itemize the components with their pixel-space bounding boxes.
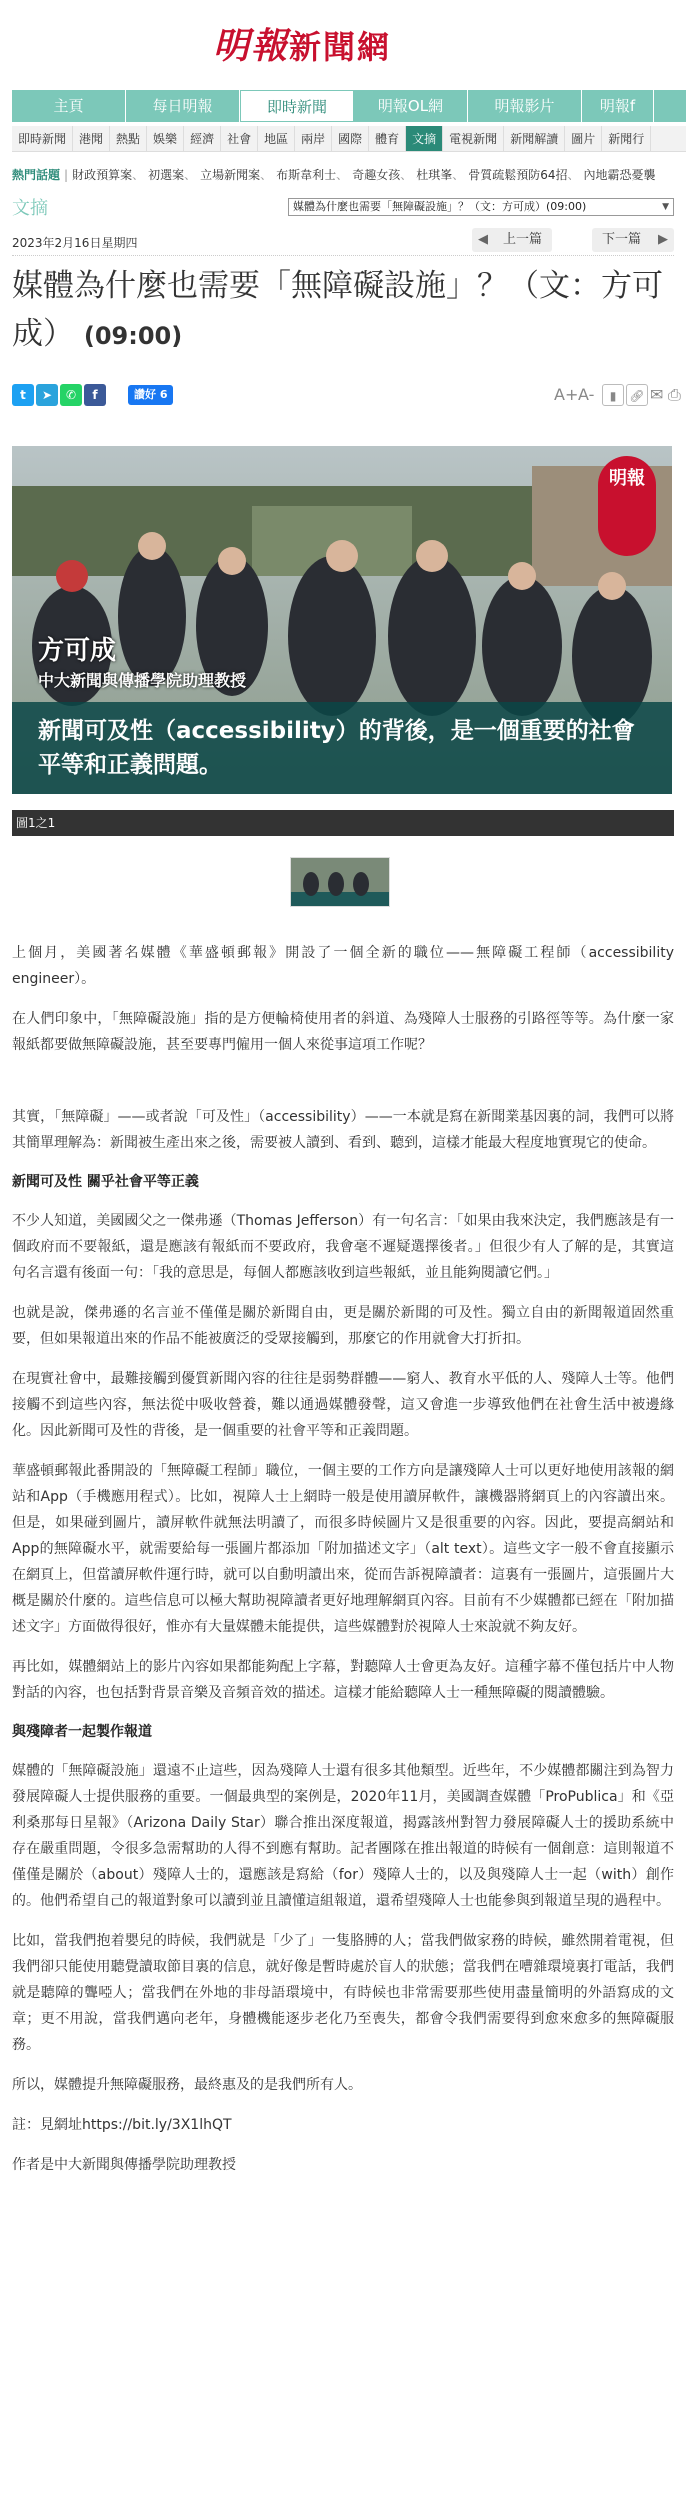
logo-news: 新聞網 xyxy=(289,28,392,66)
main-nav-home[interactable]: 主頁 xyxy=(12,90,126,122)
sub-nav-digest[interactable]: 文摘 xyxy=(406,126,443,152)
article-subheading: 與殘障者一起製作報道 xyxy=(12,1724,152,1740)
image-thumbnail[interactable] xyxy=(290,857,390,907)
article-paragraph: 在現實社會中，最難接觸到優質新聞內容的往往是弱勢群體——窮人、教育水平低的人、殘障人士等。他們接觸不到這些內容，無法從中吸收營養，難以通過媒體發聲，這又會進一步導致他們在社會生活中被邊緣化。因此新聞可及性的背後，是一個重要的社會平等和正義問題。 xyxy=(12,1371,674,1439)
sub-nav-hot[interactable]: 熱點 xyxy=(110,126,147,152)
article-jump-value: 媒體為什麼也需要「無障礙設施」？（文：方可成）(09:00) xyxy=(293,200,587,213)
telegram-icon[interactable]: ➤ xyxy=(36,384,58,406)
font-increase-button[interactable]: A+ xyxy=(554,385,579,404)
main-nav xyxy=(12,90,686,122)
sub-nav-intl[interactable]: 國際 xyxy=(332,126,369,152)
article-paragraph: 在人們印象中，「無障礙設施」指的是方便輪椅使用者的斜道、為殘障人士服務的引路徑等等。為什麼一家報紙都要做無障礙設施，甚至要專門僱用一個人來從事這項工作呢？ xyxy=(12,1011,674,1053)
facebook-icon[interactable]: f xyxy=(84,384,106,406)
headline-time: (09:00) xyxy=(83,322,183,350)
article-paragraph: 其實，「無障礙」——或者說「可及性」（accessibility）——一本就是寫在新聞業基因裏的詞，我們可以將其簡單理解為：新聞被生產出來之後，需要被人讀到、看到、聽到，這樣才能最大程度地實現它的使命。 xyxy=(12,1109,674,1151)
hero-author-role: 中大新聞與傳播學院助理教授 xyxy=(38,671,247,690)
logo-mingpao: 明報 xyxy=(213,25,290,67)
sub-nav-tvnews[interactable]: 電視新聞 xyxy=(443,126,504,152)
article-headline xyxy=(12,262,674,360)
hot-topic-link[interactable]: 初選案 xyxy=(148,168,185,182)
thumbnail-photo xyxy=(291,858,390,907)
share-toolbar xyxy=(12,384,681,406)
hero-image[interactable] xyxy=(12,446,672,794)
main-nav-video[interactable]: 明報影片 xyxy=(468,90,582,122)
main-nav-ol[interactable]: 明報OL網 xyxy=(354,90,468,122)
font-decrease-button[interactable]: A- xyxy=(578,385,595,404)
prev-article-button[interactable] xyxy=(472,228,552,252)
hot-topic-link[interactable]: 布斯韋利士 xyxy=(276,168,337,182)
article-paragraph: 不少人知道，美國國父之一傑弗遜（Thomas Jefferson）有一句名言：「如果由我來決定，我們應該是有一個政府而不要報紙，還是應該有報紙而不要政府，我會毫不遲疑選擇後者。」但很少有人了解的是，其實這句名言還有後面一句：「我的意思是，每個人都應該收到這些報紙，並且能夠閱讀它們。」 xyxy=(12,1213,674,1281)
sub-nav-photos[interactable]: 圖片 xyxy=(565,126,602,152)
article-paragraph: 上個月，美國著名媒體《華盛頓郵報》開設了一個全新的職位——無障礙工程師（accessibility engineer）。 xyxy=(12,945,674,987)
section-title[interactable]: 文摘 xyxy=(12,198,48,219)
article-paragraph: 比如，當我們抱着嬰兒的時候，我們就是「少了」一隻胳膊的人；當我們做家務的時候，雖然開着電視，但我們卻只能使用聽覺讀取節目裏的信息，就好像是暫時處於盲人的狀態；當我們在嘈雜環境裏打電話，我們就是聽障的聾啞人；當我們在外地的非母語環境中，有時候也非常需要那些使用盡量簡明的外語寫成的文章；更不用說，當我們邁向老年，身體機能逐步老化乃至喪失，都會令我們需要得到愈來愈多的無障礙服務。 xyxy=(12,1933,674,2053)
next-article-button[interactable] xyxy=(592,228,674,252)
chevron-right-icon: ▶ xyxy=(658,232,668,247)
sub-nav-local[interactable]: 港聞 xyxy=(73,126,110,152)
article-paragraph: 也就是說，傑弗遜的名言並不僅僅是關於新聞自由，更是關於新聞的可及性。獨立自由的新聞報道固然重要，但如果報道出來的作品不能被廣泛的受眾接觸到，那麼它的作用就會大打折扣。 xyxy=(12,1305,674,1347)
whatsapp-icon[interactable]: ✆ xyxy=(60,384,82,406)
sub-nav-district[interactable]: 地區 xyxy=(258,126,295,152)
sub-nav-econ[interactable]: 經濟 xyxy=(184,126,221,152)
hot-topic-link[interactable]: 內地霸恐憂襲 xyxy=(583,168,656,182)
hot-topics-label: 熱門話題 xyxy=(12,168,61,182)
sub-nav-society[interactable]: 社會 xyxy=(221,126,258,152)
link-icon[interactable]: 🔗︎ xyxy=(626,384,648,406)
hot-topics: 熱門話題 | 財政預算案、 初選案、 立場新聞案、 布斯韋利士、 奇趣女孩、 杜琪峯、 骨質疏鬆預防64招、 內地霸恐憂襲 xyxy=(12,168,656,182)
prev-article-label: 上一篇 xyxy=(502,232,542,247)
article-paragraph: 華盛頓郵報此番開設的「無障礙工程師」職位，一個主要的工作方向是讓殘障人士可以更好地使用該報的網站和App（手機應用程式）。比如，視障人士上網時一般是使用讀屏軟件，讓機器將網頁上的內容讀出來。但是，如果碰到圖片，讀屏軟件就無法明讀了，而很多時候圖片又是很重要的內容。因此，要提高網站和App的無障礙水平，就需要給每一張圖片都添加「附加描述文字」（alt text）。這些文字一般不會直接顯示在網頁上，但當讀屏軟件運行時，就可以自動明讀出來，從而告訴視障讀者：這裏有一張圖片，這張圖片大概是關於什麼的。這些信息可以極大幫助視障讀者更好地理解網頁內容。目前有不少媒體都已經在「附加描述文字」方面做得很好，惟亦有大量媒體未能提供，這些媒體對於視障人士來說就不夠友好。 xyxy=(12,1463,674,1635)
article-paragraph: 媒體的「無障礙設施」還遠不止這些，因為殘障人士還有很多其他類型。近些年，不少媒體都關注到為智力發展障礙人士提供服務的重要。一個最典型的案例是，2020年11月，美國調查媒體「ProPublica」和《亞利桑那每日星報》（Arizona Daily Star）聯合推出深度報道，揭露該州對智力發展障礙人士的援助系統中存在嚴重問題，令很多急需幫助的人得不到應有幫助。記者團隊在推出報道的時候有一個創意：這則報道不僅僅是關於（about）殘障人士的，還應該是寫給（for）殘障人士的，以及與殘障人士一起（with）創作的。他們希望自己的報道對象可以讀到並且讀懂這組報道，還希望殘障人士也能參與到報道呈現的過程中。 xyxy=(12,1763,674,1909)
headline-title: 媒體為什麼也需要「無障礙設施」？（文：方可成） xyxy=(12,268,663,352)
hot-topic-link[interactable]: 骨質疏鬆預防64招 xyxy=(468,168,568,182)
main-nav-more[interactable]: 明報f xyxy=(582,90,654,122)
author-note: 作者是中大新聞與傳播學院助理教授 xyxy=(12,2157,236,2173)
mingpao-badge: 明報 xyxy=(598,456,656,556)
hot-topic-link[interactable]: 杜琪峯 xyxy=(416,168,453,182)
twitter-icon[interactable]: t xyxy=(12,384,34,406)
hero-author-name: 方可成 xyxy=(38,636,117,666)
hot-topic-link[interactable]: 財政預算案 xyxy=(72,168,133,182)
email-icon[interactable]: ✉ xyxy=(650,385,664,404)
section-row xyxy=(12,194,674,218)
publish-date: 2023年2月16日星期四 xyxy=(12,236,138,250)
sub-nav-ent[interactable]: 娛樂 xyxy=(147,126,184,152)
sub-nav-more[interactable]: 新聞行 xyxy=(602,126,651,152)
sub-nav xyxy=(12,126,686,152)
hero-quote: 新聞可及性（accessibility）的背後，是一個重要的社會平等和正義問題。 xyxy=(12,702,672,794)
site-logo[interactable] xyxy=(0,0,686,80)
next-article-label: 下一篇 xyxy=(602,232,642,247)
facebook-like-button[interactable]: 讚好 6 xyxy=(128,385,173,405)
article-footnote: 註：見網址https://bit.ly/3X1lhQT xyxy=(12,2117,232,2133)
hot-topic-link[interactable]: 奇趣女孩 xyxy=(352,168,401,182)
chevron-down-icon: ▼ xyxy=(662,202,669,212)
article-subheading: 新聞可及性 關乎社會平等正義 xyxy=(12,1174,199,1190)
bookmark-icon[interactable]: ▮ xyxy=(602,384,624,406)
article-paragraph: 再比如，媒體網站上的影片內容如果都能夠配上字幕，對聽障人士會更為友好。這種字幕不僅包括片中人物對話的內容，也包括對背景音樂及音頻音效的描述。這樣才能給聽障人士一種無障礙的閱讀體驗。 xyxy=(12,1659,674,1701)
main-nav-daily[interactable]: 每日明報 xyxy=(126,90,240,122)
print-icon[interactable]: ⎙ xyxy=(668,385,681,404)
sub-nav-sports[interactable]: 體育 xyxy=(369,126,406,152)
chevron-left-icon: ◀ xyxy=(478,232,488,247)
main-nav-instant[interactable]: 即時新聞 xyxy=(240,90,354,122)
article-jump-select[interactable] xyxy=(288,198,674,216)
sub-nav-china[interactable]: 兩岸 xyxy=(295,126,332,152)
sub-nav-instant[interactable]: 即時新聞 xyxy=(12,126,73,152)
hot-topic-link[interactable]: 立場新聞案 xyxy=(200,168,261,182)
date-row xyxy=(12,228,674,256)
image-caption: 圖1之1 xyxy=(12,810,674,836)
article-body xyxy=(12,940,674,2178)
article-paragraph: 所以，媒體提升無障礙服務，最終惠及的是我們所有人。 xyxy=(12,2077,362,2093)
sub-nav-analysis[interactable]: 新聞解讀 xyxy=(504,126,565,152)
